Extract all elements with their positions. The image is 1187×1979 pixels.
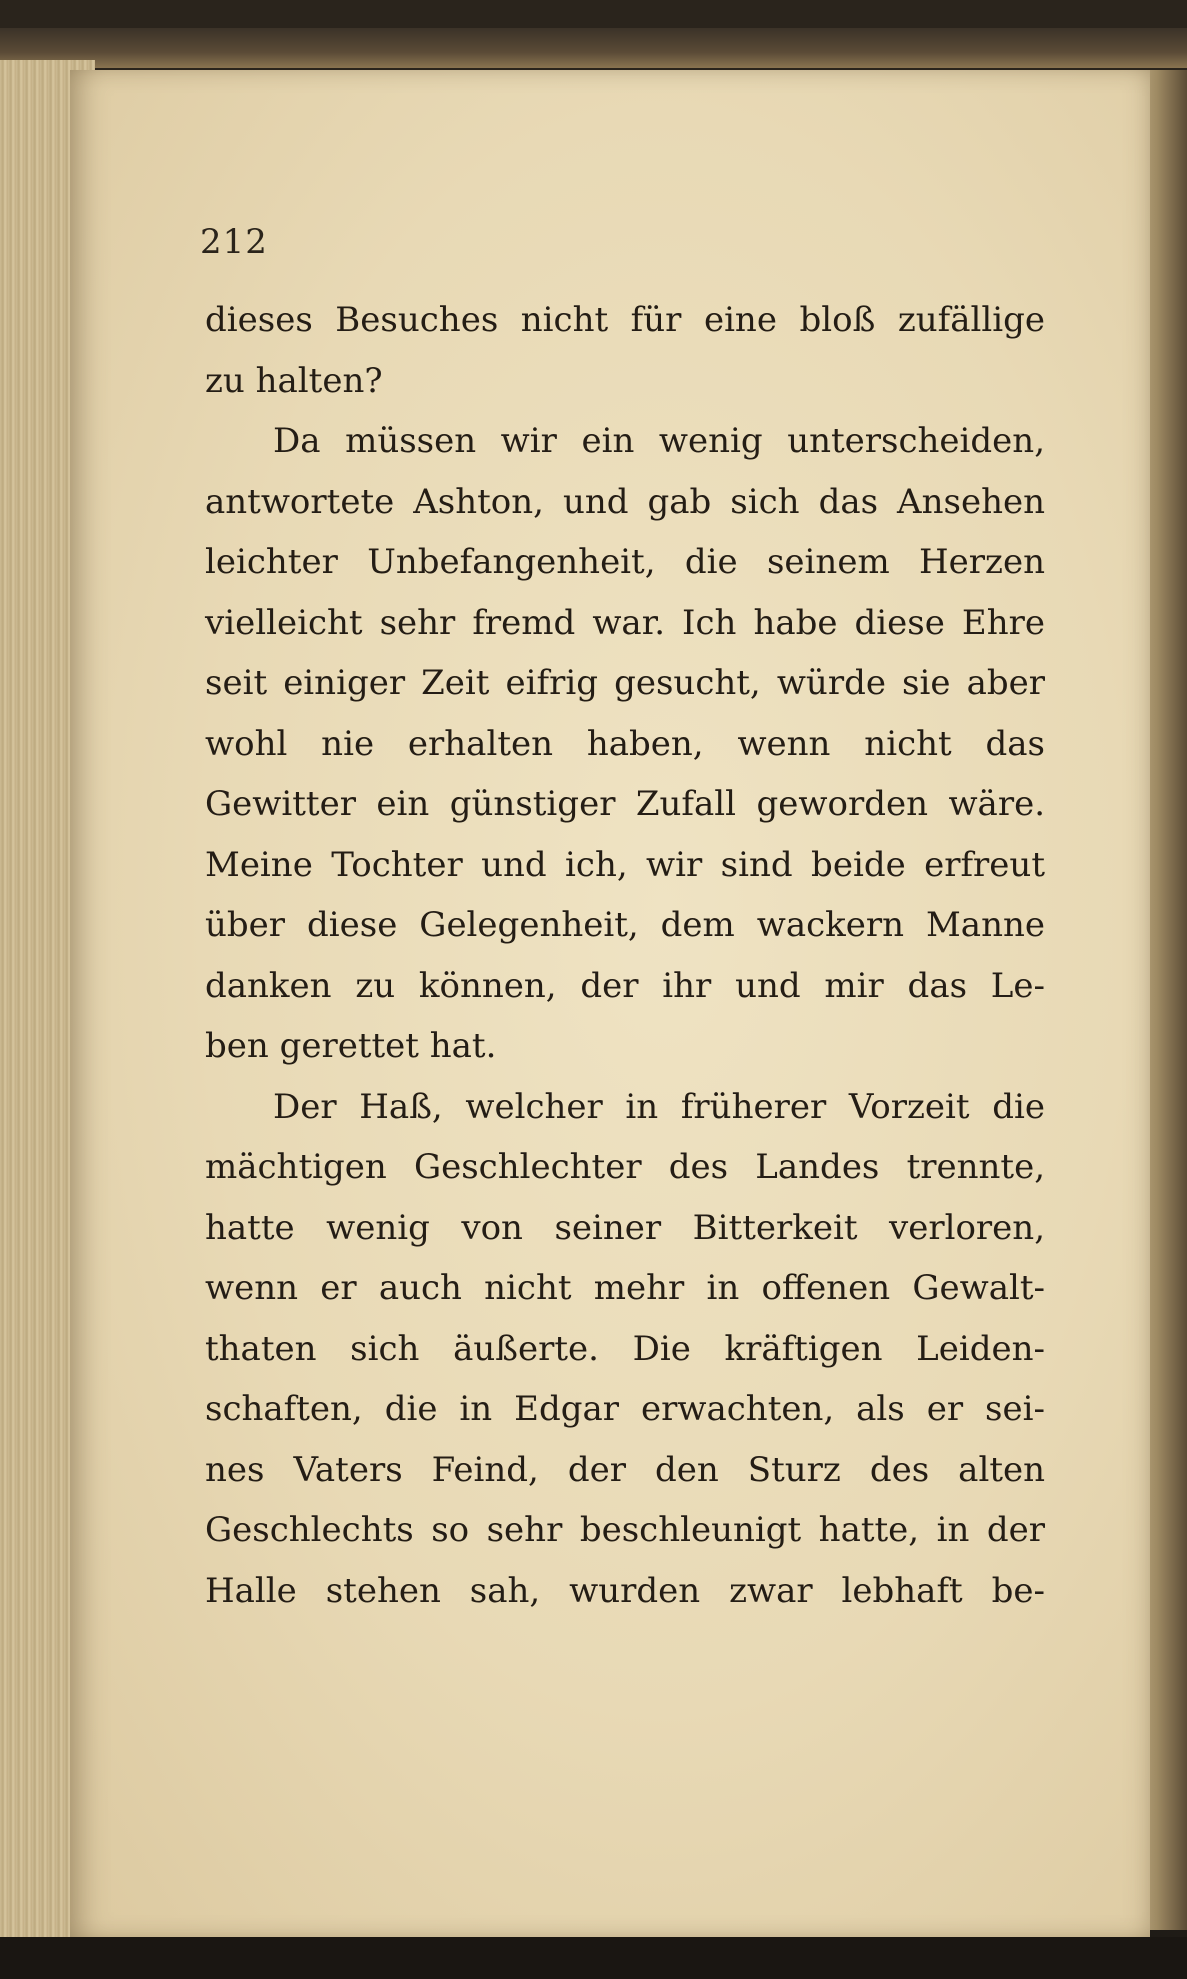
- page-number: 212: [200, 222, 268, 262]
- text-line: hatte wenig von seiner Bitterkeit verloren,: [205, 1207, 1045, 1248]
- text-line: antwortete Ashton, und gab sich das Ansehen: [205, 481, 1045, 522]
- text-line: über diese Gelegenheit, dem wackern Manne: [205, 905, 1045, 945]
- text-line: wenn er auch nicht mehr in offenen Gewalt-: [205, 1268, 1045, 1308]
- text-line: thaten sich äußerte. Die kräftigen Leiden-: [205, 1328, 1045, 1369]
- text-line: Meine Tochter und ich, wir sind beide erfreut: [205, 844, 1045, 885]
- text-line: Der Haß, welcher in früherer Vorzeit die: [273, 1086, 1045, 1127]
- text-line: schaften, die in Edgar erwachten, als er sei-: [205, 1389, 1045, 1429]
- text-line: ben gerettet hat.: [205, 1026, 497, 1066]
- body-text: [205, 290, 1045, 1621]
- text-line: danken zu können, der ihr und mir das Le-: [205, 965, 1045, 1006]
- text-line: Geschlechts so sehr beschleunigt hatte, in der: [205, 1510, 1045, 1550]
- text-line: vielleicht sehr fremd war. Ich habe diese Ehre: [205, 602, 1045, 643]
- text-line: Halle stehen sah, wurden zwar lebhaft be-: [205, 1570, 1045, 1611]
- text-line: dieses Besuches nicht für eine bloß zufällige: [205, 300, 1045, 340]
- text-line: nes Vaters Feind, der den Sturz des alten: [205, 1449, 1045, 1490]
- text-line: leichter Unbefangenheit, die seinem Herzen: [205, 542, 1045, 582]
- text-line: seit einiger Zeit eifrig gesucht, würde sie aber: [205, 663, 1045, 703]
- text-line: mächtigen Geschlechter des Landes trennte,: [205, 1147, 1045, 1187]
- text-line: wohl nie erhalten haben, wenn nicht das: [205, 723, 1045, 764]
- book-top-edge: [0, 28, 1187, 68]
- text-line: zu halten?: [205, 360, 383, 401]
- scan-bottom-band: [0, 1937, 1187, 1979]
- text-line: Gewitter ein günstiger Zufall geworden wäre.: [205, 784, 1045, 824]
- text-line: Da müssen wir ein wenig unterscheiden,: [273, 421, 1045, 461]
